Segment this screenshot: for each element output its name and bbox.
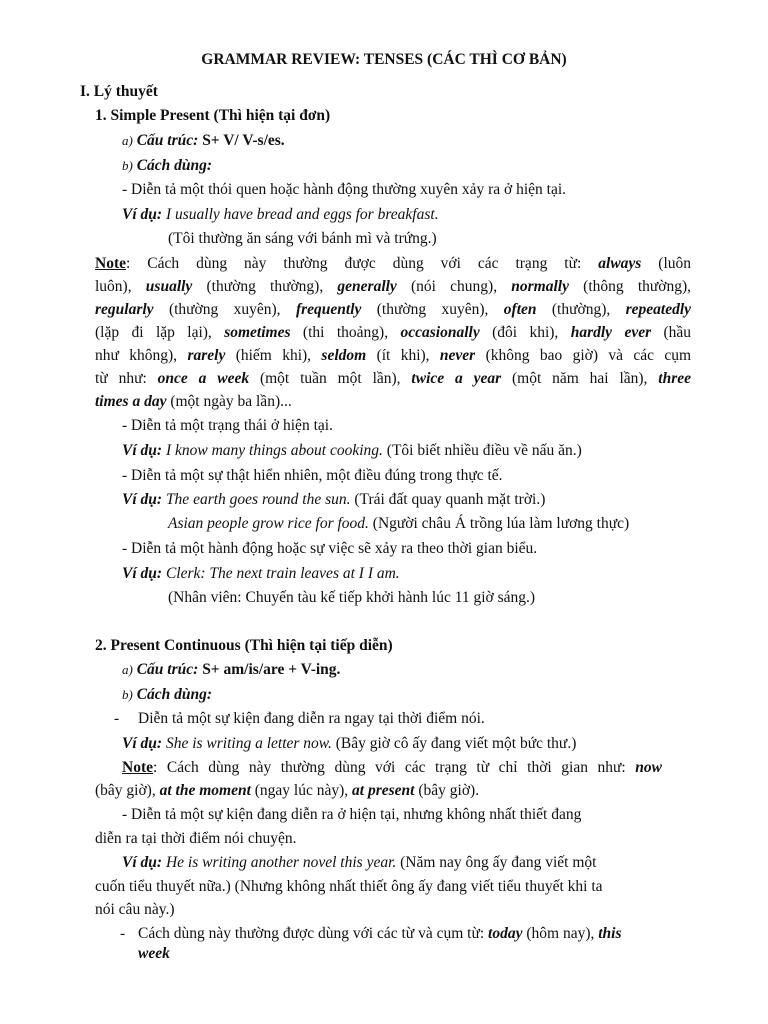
example-english: I usually have bread and eggs for breakfast. xyxy=(162,206,439,223)
usage-item: - Diễn tả một thói quen hoặc hành động thường xuyên xảy ra ở hiện tại. xyxy=(122,181,567,198)
adverb: this xyxy=(598,925,622,942)
example-translation-continued: nói câu này.) xyxy=(95,901,175,918)
usage-label: Cách dùng: xyxy=(136,157,213,174)
example-translation: (Người châu Á trồng lúa làm lương thực) xyxy=(368,515,630,532)
note-text: (thông thường), xyxy=(568,278,692,295)
note-line xyxy=(95,367,691,391)
note-text: (lặp đi lặp lại), xyxy=(95,324,212,341)
example-line xyxy=(122,488,545,512)
adverb: regularly xyxy=(95,301,154,318)
note-line xyxy=(95,779,479,803)
note-text: (hầu xyxy=(651,324,692,341)
simple-present-heading: 1. Simple Present (Thì hiện tại đơn) xyxy=(95,107,331,124)
note-line xyxy=(95,298,691,322)
structure-formula: S+ V/ V-s/es. xyxy=(198,132,285,149)
example-label: Ví dụ: xyxy=(122,854,163,871)
example-translation: (Trái đất quay quanh mặt trời.) xyxy=(350,491,546,508)
note-text: luôn), xyxy=(95,278,132,295)
present-continuous-heading: 2. Present Continuous (Thì hiện tại tiếp diễn) xyxy=(95,637,393,654)
example-label: Ví dụ: xyxy=(122,206,163,223)
document-title: GRAMMAR REVIEW: TENSES (CÁC THÌ CƠ BẢN) xyxy=(201,51,567,68)
example-translation: (Tôi biết nhiều điều về nấu ăn.) xyxy=(382,442,582,459)
adverb: today xyxy=(488,925,523,942)
note-line xyxy=(95,275,691,299)
note-line xyxy=(95,344,691,368)
note-text: (hiếm khi), xyxy=(225,347,312,364)
note-text: (ít khi), xyxy=(366,347,430,364)
example-line xyxy=(122,562,400,586)
example-translation: (Tôi thường ăn sáng với bánh mì và trứng.) xyxy=(168,230,437,247)
note-line xyxy=(95,252,691,276)
note-text: (thi thoảng), xyxy=(290,324,389,341)
example-english: Asian people grow rice for food. xyxy=(168,515,369,532)
example-english: The earth goes round the sun. xyxy=(162,491,351,508)
structure-formula: S+ am/is/are + V-ing. xyxy=(198,661,341,678)
note-text: như không), xyxy=(95,347,178,364)
note-text: (bây giờ). xyxy=(414,782,480,799)
usage-item: - Diễn tả một sự thật hiển nhiên, một điều đúng trong thực tế. xyxy=(122,467,503,484)
usage-item: - Diễn tả một sự kiện đang diễn ra ở hiện tại, nhưng không nhất thiết đang xyxy=(122,806,582,823)
usage-item-continued: diễn ra tại thời điểm nói chuyện. xyxy=(95,830,297,847)
example-english: She is writing a letter now. xyxy=(162,735,332,752)
adverb: occasionally xyxy=(400,324,480,341)
example-translation: (Nhân viên: Chuyến tàu kế tiếp khởi hành lúc 11 giờ sáng.) xyxy=(168,589,536,606)
adverb: normally xyxy=(511,278,569,295)
usage-text: (hôm nay), xyxy=(522,925,595,942)
usage-line xyxy=(122,154,212,178)
adverb: now xyxy=(635,759,662,776)
adverb: sometimes xyxy=(224,324,291,341)
note-label: Note xyxy=(122,759,153,776)
note-text: : Cách dùng này thường được dùng với các trạng từ: xyxy=(126,255,599,272)
note-text: (đôi khi), xyxy=(479,324,559,341)
adverb: usually xyxy=(145,278,193,295)
usage-bullet: - xyxy=(120,925,126,942)
list-marker: a) xyxy=(122,662,133,677)
example-label: Ví dụ: xyxy=(122,565,163,582)
adverb: seldom xyxy=(321,347,367,364)
adverb-phrase: at the moment xyxy=(159,782,251,799)
adverb-phrase: twice a year xyxy=(411,370,502,387)
adverb-phrase: at present xyxy=(352,782,415,799)
structure-line xyxy=(122,129,285,153)
adverb-phrase: times a day xyxy=(95,393,167,410)
note-text: (một ngày ba lần)... xyxy=(166,393,292,410)
example-english: Clerk: The next train leaves at I I am. xyxy=(162,565,400,582)
note-text: (một tuần một lần), xyxy=(249,370,401,387)
structure-label: Cấu trúc: xyxy=(136,132,199,149)
example-label: Ví dụ: xyxy=(122,735,163,752)
note-line xyxy=(95,390,292,414)
example-translation-continued: cuốn tiểu thuyết nữa.) (Nhưng không nhất thiết ông ấy đang viết tiểu thuyết khi ta xyxy=(95,878,603,895)
adverb: rarely xyxy=(187,347,226,364)
usage-bullet: - xyxy=(114,710,120,727)
example-label: Ví dụ: xyxy=(122,442,163,459)
note-line xyxy=(122,756,662,780)
example-english: I know many things about cooking. xyxy=(162,442,383,459)
note-text: (thường thường), xyxy=(192,278,324,295)
note-text: (nói chung), xyxy=(396,278,498,295)
usage-label: Cách dùng: xyxy=(136,686,213,703)
note-text: (ngay lúc này), xyxy=(250,782,349,799)
list-marker: b) xyxy=(122,687,133,702)
note-text: (luôn xyxy=(641,255,692,272)
example-line xyxy=(168,512,629,536)
usage-item: - Diễn tả một hành động hoặc sự việc sẽ xảy ra theo thời gian biểu. xyxy=(122,540,538,557)
adverb-continued: week xyxy=(138,945,170,962)
adverb: hardly ever xyxy=(570,324,652,341)
adverb: generally xyxy=(337,278,397,295)
example-english: He is writing another novel this year. xyxy=(162,854,397,871)
example-translation: (Năm nay ông ấy đang viết một xyxy=(396,854,597,871)
note-text: từ như: xyxy=(95,370,147,387)
note-text: (thường xuyên), xyxy=(361,301,489,318)
example-line xyxy=(122,439,582,463)
example-translation: (Bây giờ cô ấy đang viết một bức thư.) xyxy=(331,735,577,752)
adverb-phrase: three xyxy=(658,370,692,387)
adverb: often xyxy=(503,301,537,318)
note-text: (không bao giờ) và các cụm xyxy=(475,347,692,364)
usage-item xyxy=(138,922,622,946)
usage-item: - Diễn tả một trạng thái ở hiện tại. xyxy=(122,417,333,434)
usage-line xyxy=(122,683,212,707)
example-line xyxy=(122,732,576,756)
adverb: frequently xyxy=(295,301,362,318)
list-marker: b) xyxy=(122,158,133,173)
note-line xyxy=(95,321,691,345)
note-label: Note xyxy=(95,255,126,272)
example-line xyxy=(122,851,596,875)
note-text: (bây giờ), xyxy=(95,782,156,799)
note-text: (một năm hai lần), xyxy=(501,370,648,387)
adverb-phrase: once a week xyxy=(157,370,250,387)
adverb: always xyxy=(598,255,642,272)
note-text: (thường xuyên), xyxy=(153,301,281,318)
usage-text: Cách dùng này thường được dùng với các từ và cụm từ: xyxy=(138,925,489,942)
example-label: Ví dụ: xyxy=(122,491,163,508)
structure-line xyxy=(122,658,340,682)
note-text: : Cách dùng này thường dùng với các trạng từ chỉ thời gian như: xyxy=(153,759,636,776)
adverb: never xyxy=(439,347,476,364)
note-text: (thường), xyxy=(536,301,611,318)
section-heading: I. Lý thuyết xyxy=(80,83,158,100)
usage-item: Diễn tả một sự kiện đang diễn ra ngay tại thời điểm nói. xyxy=(138,710,485,727)
example-line xyxy=(122,203,439,227)
adverb: repeatedly xyxy=(625,301,692,318)
structure-label: Cấu trúc: xyxy=(136,661,199,678)
list-marker: a) xyxy=(122,133,133,148)
